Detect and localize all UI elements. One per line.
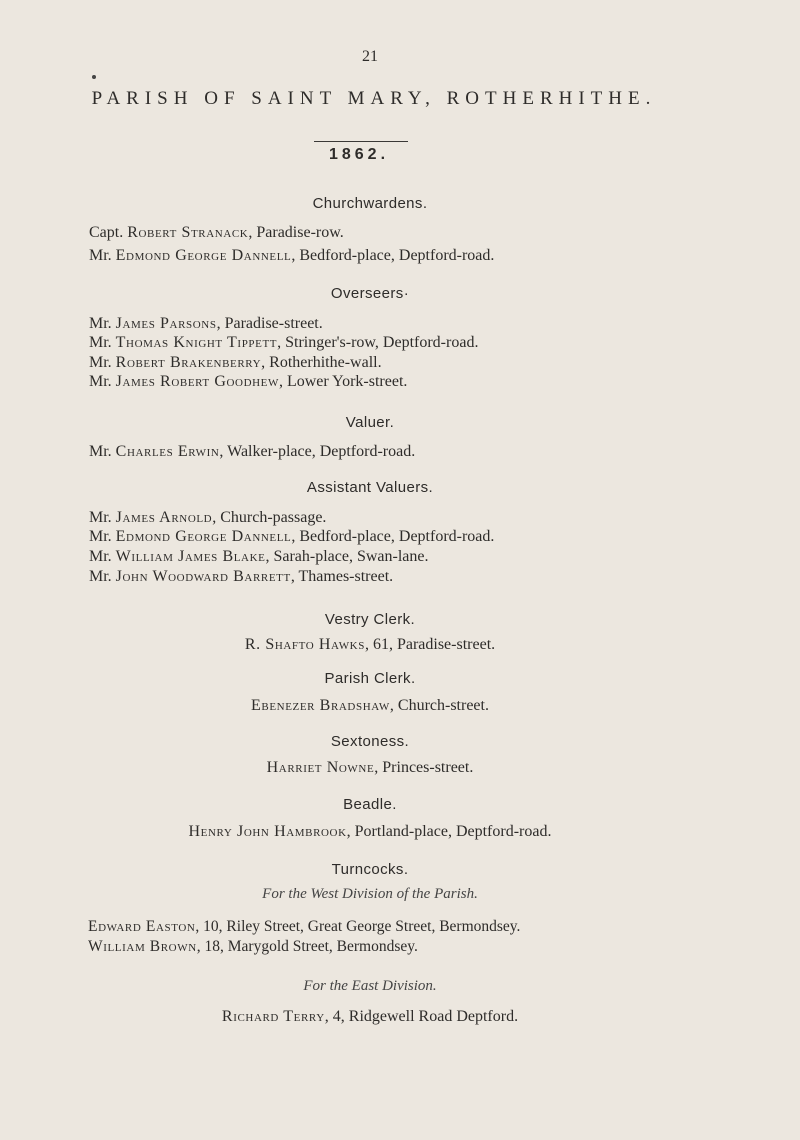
entry-detail: , Church-passage. — [212, 509, 327, 526]
entry-prefix: Capt. — [89, 224, 124, 241]
entry-prefix: Mr. — [89, 315, 112, 332]
list-item — [88, 938, 418, 956]
entry-prefix: Mr. — [89, 373, 112, 390]
entry-detail: , Bedford-place, Deptford-road. — [291, 247, 495, 264]
list-item — [89, 509, 326, 527]
list-item — [89, 334, 478, 352]
entry-name: Robert Brakenberry — [115, 354, 262, 371]
list-item — [0, 1008, 740, 1026]
entry-name: Ebenezer Bradshaw — [251, 697, 390, 714]
entry-name: John Woodward Barrett — [115, 568, 291, 585]
entry-prefix: Mr. — [89, 528, 112, 545]
entry-name: Edmond George Dannell — [115, 528, 292, 545]
entry-detail: , Portland-place, Deptford-road. — [346, 823, 552, 840]
list-item — [89, 373, 407, 391]
entry-name: William Brown — [88, 938, 197, 955]
entry-prefix: Mr. — [89, 509, 112, 526]
ink-speck — [92, 75, 96, 79]
document-title: PARISH OF SAINT MARY, ROTHERHITHE. — [91, 88, 657, 109]
entry-detail: , Rotherhithe-wall. — [261, 354, 382, 371]
section-heading-parish-clerk: Parish Clerk. — [324, 670, 416, 687]
section-heading-vestry-clerk: Vestry Clerk. — [324, 611, 416, 628]
entry-name: Thomas Knight Tippett — [115, 334, 278, 351]
list-item — [0, 759, 740, 777]
list-item — [89, 315, 323, 333]
entry-prefix: Mr. — [89, 443, 112, 460]
entry-detail: , Paradise-row. — [248, 224, 344, 241]
entry-detail: , 10, Riley Street, Great George Street, Bermondsey. — [195, 918, 521, 935]
subheading-east-division: For the East Division. — [303, 978, 437, 994]
section-heading-valuer: Valuer. — [345, 414, 395, 431]
entry-detail: , Walker-place, Deptford-road. — [219, 443, 416, 460]
entry-name: James Robert Goodhew — [115, 373, 279, 390]
entry-name: Henry John Hambrook — [188, 823, 347, 840]
entry-name: James Arnold — [115, 509, 213, 526]
entry-name: William James Blake — [115, 548, 266, 565]
section-heading-churchwardens: Churchwardens. — [312, 195, 428, 212]
entry-name: Robert Stranack — [127, 224, 249, 241]
section-heading-overseers: Overseers· — [330, 285, 410, 302]
entry-prefix: Mr. — [89, 247, 112, 264]
section-heading-sextoness: Sextoness. — [330, 733, 410, 750]
entry-detail: , Stringer's-row, Deptford-road. — [277, 334, 479, 351]
list-item — [0, 697, 740, 715]
entry-detail: , 18, Marygold Street, Bermondsey. — [196, 938, 418, 955]
entry-prefix: Mr. — [89, 354, 112, 371]
list-item — [89, 443, 415, 461]
entry-detail: , 4, Ridgewell Road Deptford. — [324, 1008, 519, 1025]
entry-detail: , Princes-street. — [374, 759, 474, 776]
list-item — [89, 247, 494, 265]
entry-detail: , 61, Paradise-street. — [364, 636, 496, 653]
list-item — [0, 823, 740, 841]
list-item — [0, 636, 740, 654]
entry-detail: , Paradise-street. — [216, 315, 323, 332]
entry-prefix: Mr. — [89, 568, 112, 585]
entry-detail: , Church-street. — [389, 697, 489, 714]
entry-name: Edmond George Dannell — [115, 247, 292, 264]
subheading-west-division: For the West Division of the Parish. — [262, 886, 478, 902]
title-rule — [314, 141, 408, 142]
list-item — [89, 548, 429, 566]
list-item — [89, 528, 494, 546]
entry-name: Richard Terry — [221, 1008, 325, 1025]
section-heading-assistant-valuers: Assistant Valuers. — [306, 479, 434, 496]
list-item — [89, 354, 382, 372]
entry-detail: , Bedford-place, Deptford-road. — [291, 528, 495, 545]
entry-prefix: Mr. — [89, 334, 112, 351]
entry-detail: , Lower York-street. — [278, 373, 408, 390]
list-item — [89, 568, 393, 586]
list-item — [89, 224, 344, 242]
page-number: 21 — [362, 48, 378, 65]
entry-detail: , Sarah-place, Swan-lane. — [265, 548, 429, 565]
entry-name: Harriet Nowne — [266, 759, 375, 776]
list-item — [88, 918, 520, 936]
section-heading-turncocks: Turncocks. — [331, 861, 409, 878]
entry-name: R. Shafto Hawks — [244, 636, 365, 653]
entry-name: Edward Easton — [88, 918, 196, 935]
section-heading-beadle: Beadle. — [343, 796, 397, 813]
entry-name: Charles Erwin — [115, 443, 220, 460]
entry-prefix: Mr. — [89, 548, 112, 565]
document-year: 1862. — [328, 146, 390, 163]
entry-name: James Parsons — [115, 315, 217, 332]
entry-detail: , Thames-street. — [290, 568, 394, 585]
